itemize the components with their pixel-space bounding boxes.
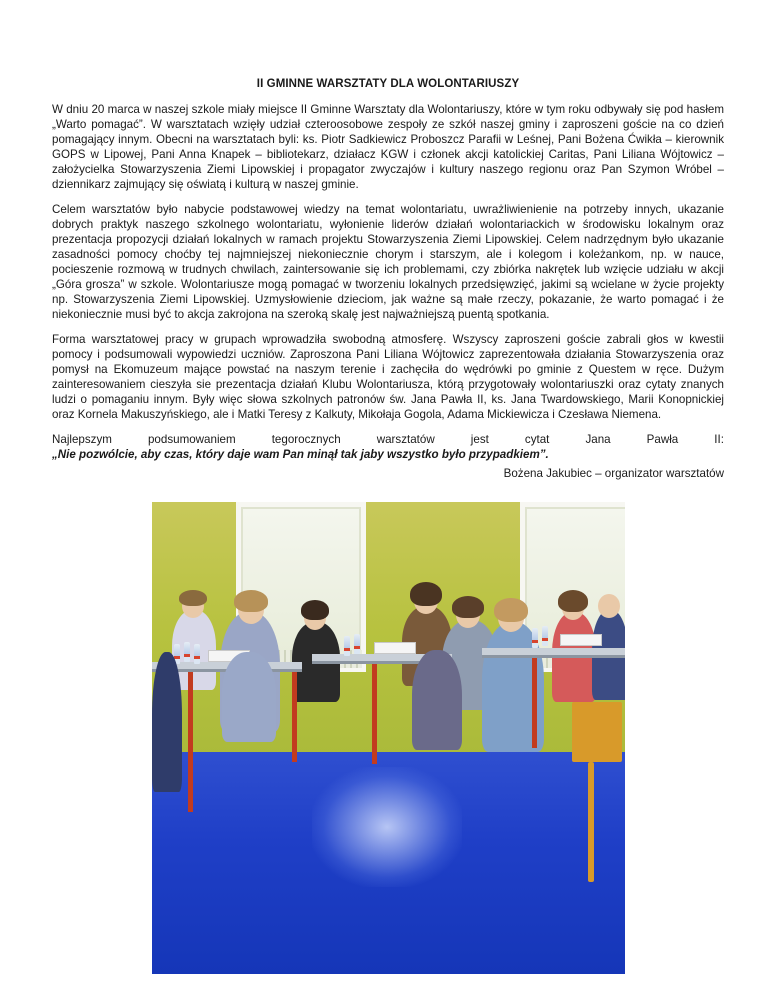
document-title: II GMINNE WARSZTATY DLA WOLONTARIUSZY bbox=[256, 78, 520, 90]
signature: Bożena Jakubiec – organizator warsztatów bbox=[503, 467, 724, 480]
quote-lead-word: Pawła bbox=[646, 433, 679, 446]
photo-water-bottle bbox=[344, 636, 350, 656]
photo-chair bbox=[572, 702, 622, 762]
photo-desk-leg bbox=[188, 672, 193, 812]
photo-desk-leg bbox=[532, 658, 537, 748]
quote-lead-word: jest bbox=[470, 433, 489, 446]
photo-water-bottle bbox=[194, 644, 200, 664]
photo-person bbox=[152, 652, 182, 792]
photo-floor-glare bbox=[312, 767, 462, 887]
photo-person bbox=[412, 650, 462, 750]
photo-person-hair bbox=[452, 596, 484, 618]
photo-nameplate bbox=[560, 634, 602, 646]
photo-person-hair bbox=[410, 582, 442, 606]
quote-lead-word: Najlepszym bbox=[52, 433, 112, 446]
photo-water-bottle bbox=[532, 628, 538, 648]
photo-water-bottle bbox=[542, 626, 548, 646]
quote-lead-word: Jana bbox=[585, 433, 611, 446]
photo-person-hair bbox=[234, 590, 268, 612]
quote-lead-word: podsumowaniem bbox=[147, 433, 236, 446]
paragraph-intro: W dniu 20 marca w naszej szkole miały miejsce II Gminne Warsztaty dla Wolontariuszy, które w tym roku odbywały się pod hasłem „Warto pomagać”. W warsztatach wzięły udział czteroosobowe zespoły ze szkół naszej gminy i zaproszeni goście na co dzień pomagający innym. Obecni na warsztatach byli: ks. Piotr Sadkiewicz Proboszcz Parafii w Leśnej, Pani Bożena Ćwikła – kierownik GOPS w Lipowej, Pani Anna Knapek – bibliotekarz, działacz KGW i członek akcji katolickiej Caritas, Pani Liliana Wójtowicz – założycielka Stowarzyszenia Ziemi Lipowskiej i propagator zwyczajów i kultury naszego regionu oraz Pan Szymon Wróbel – dziennikarz zajmujący się oświatą i kulturą w naszej gminie. bbox=[52, 103, 724, 191]
photo-person-hair bbox=[558, 590, 588, 612]
photo-person-hair bbox=[494, 598, 528, 622]
photo-person-hair bbox=[179, 590, 207, 606]
paragraph-workshop-form: Forma warsztatowej pracy w grupach wprowadziła swobodną atmosferę. Wszyscy zaproszeni goście zabrali głos w kwestii pomocy i podsumowali wypowiedzi uczniów. Zaproszona Pani Liliana Wójtowicz zaprezentowała działania Stowarzyszenia oraz pomysł na Ekomuzeum mające powstać na naszym terenie i zachęciła do wędrówki po gminie z Questem w ręce. Dużym zainteresowaniem cieszyła sie prezentacja działań Klubu Wolontariusza, którą przygotowały wolontariuszki oraz cytaty znanych ludzi o pomaganiu innym. Były więc słowa szkolnych patronów św. Jana Pawła II, ks. Jana Twardowskiego, Marii Konopnickiej oraz Kornela Makuszyńskiego, ale i Matki Teresy z Kalkuty, Mikołaja Gogola, Adama Mickiewicza i Czesława Niemena. bbox=[52, 333, 724, 421]
quote-lead-word: tegorocznych bbox=[271, 433, 341, 446]
photo-person bbox=[222, 652, 276, 742]
quote-lead-word: cytat bbox=[524, 433, 550, 446]
photo-person-head bbox=[598, 594, 620, 618]
photo-desk-leg bbox=[372, 664, 377, 764]
photo-water-bottle bbox=[354, 634, 360, 654]
paragraph-goals: Celem warsztatów było nabycie podstawowej wiedzy na temat wolontariatu, uwrażliwienienie na potrzeby innych, ukazanie dobrych praktyk naszego szkolnego wolontariatu, wyłonienie liderów działań wolontariackich w środowisku lokalnym oraz prezentacja propozycji działań lokalnych w ramach projektu Stowarzyszenia Ziemi Lipowskiej. Celem nadrzędnym było ukazanie zasadności pomocy choćby tej najmniejszej niekoniecznie chorym i starszym, ale i kolegom i koleżankom, np. w nauce, pocieszenie rozmową w trudnych chwilach, zaintersowanie się ich problemami, czy zbiórka nakrętek lub wzięcie udziału w akcji „Góra grosza” w szkole. Wolontariusze mogą pomagać w tworzeniu lokalnych przedsięwzięć, jakimi są wcielane w życie projekty np. Stowarzyszenia Ziemi Lipowskiej. Uzmysłowienie dzieciom, jak ważne są małe rzeczy, pokazanie, że warto pomagać i że niekoniecznie musi być to akcja zakrojona na szeroką skalę jest najważniejszą puentą spotkania. bbox=[52, 203, 724, 321]
quote-lead-word: warsztatów bbox=[376, 433, 435, 446]
photo-person-hair bbox=[301, 600, 329, 620]
photo-desk bbox=[482, 648, 625, 658]
quote-lead bbox=[52, 432, 724, 447]
document-body bbox=[52, 78, 724, 481]
quote-lead-word: II: bbox=[714, 433, 724, 446]
photo-water-bottle bbox=[184, 642, 190, 662]
workshop-photo bbox=[152, 502, 625, 974]
photo-chair bbox=[588, 762, 594, 882]
photo-desk-leg bbox=[292, 672, 297, 762]
closing-quote: „Nie pozwólcie, aby czas, który daje wam Pan minął tak jaby wszystko było przypadkiem”. bbox=[52, 448, 549, 461]
photo-nameplate bbox=[374, 642, 416, 654]
